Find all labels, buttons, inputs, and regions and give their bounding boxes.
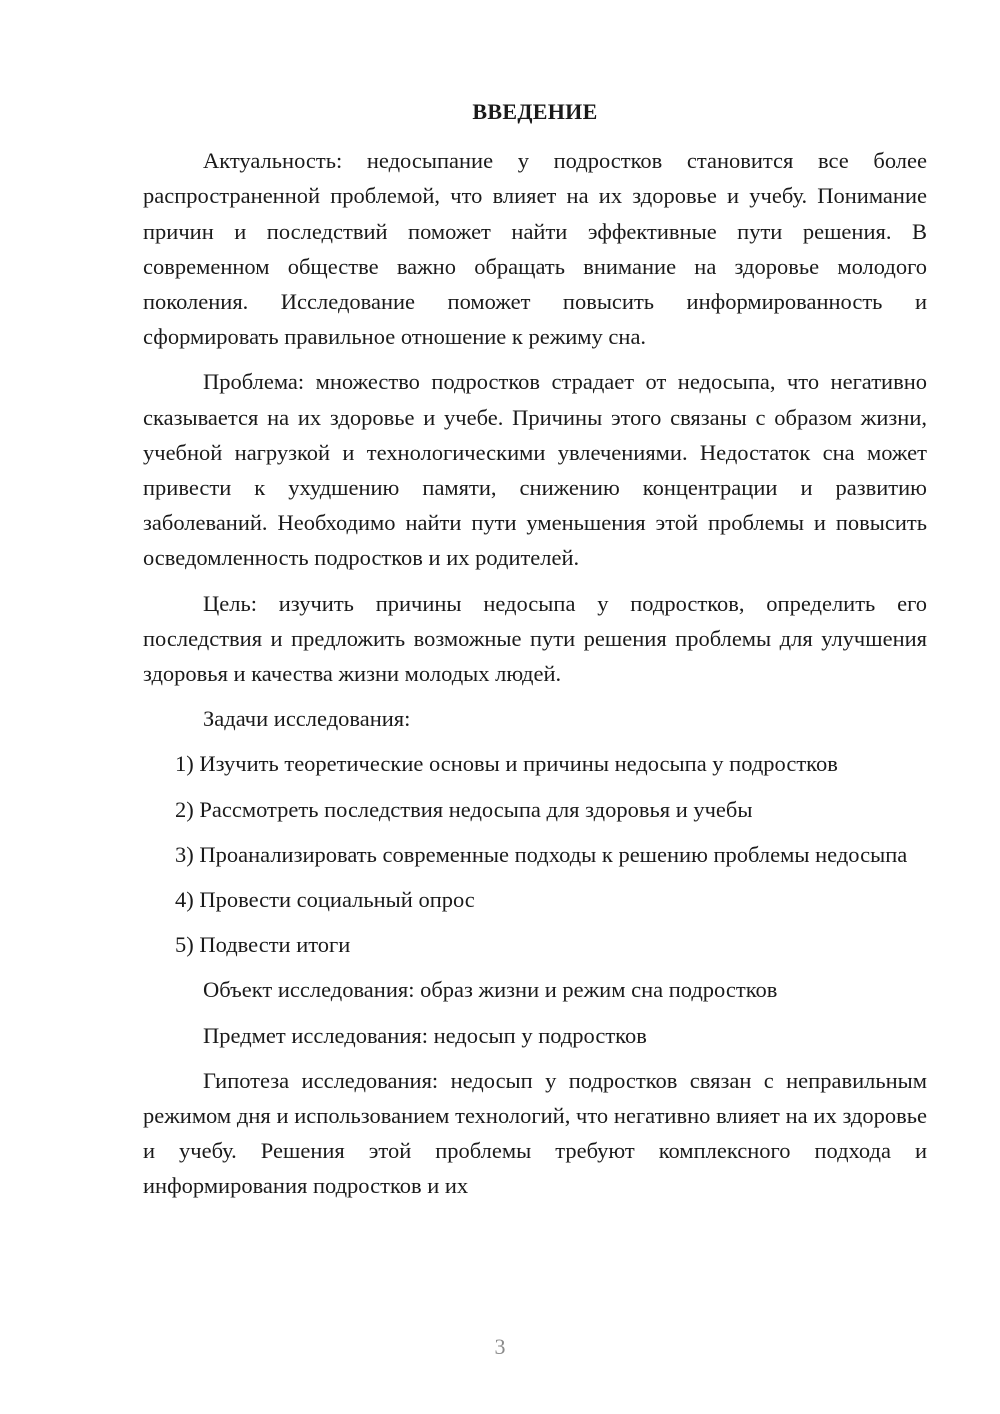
page-number: 3 <box>494 1334 506 1359</box>
tasks-heading: Задачи исследования: <box>203 706 411 732</box>
task-item-5: 5) Подвести итоги <box>175 932 351 958</box>
task-item-2: 2) Рассмотреть последствия недосыпа для здоровья и учебы <box>175 796 753 822</box>
section-title: ВВЕДЕНИЕ <box>472 99 598 124</box>
task-item-4: 4) Провести социальный опрос <box>175 887 475 913</box>
research-subject: Предмет исследования: недосып у подростков <box>203 1022 647 1048</box>
page-content <box>143 94 927 1214</box>
paragraph-goal: Цель: изучить причины недосыпа у подростков, определить его последствия и предложить возможные пути решения проблемы для улучшения здоровья и качества жизни молодых людей. <box>143 590 927 687</box>
paragraph-relevance: Актуальность: недосыпание у подростков становится все более распространенной проблемой, что влияет на их здоровье и учебу. Понимание причин и последствий поможет найти эффективные пути решения. В современном обществе важно обращать внимание на здоровье молодого поколения. Исследование поможет повысить информированность и сформировать правильное отношение к режиму сна. <box>143 148 927 350</box>
research-object: Объект исследования: образ жизни и режим сна подростков <box>203 977 778 1003</box>
task-item-1: 1) Изучить теоретические основы и причины недосыпа у подростков <box>175 751 838 777</box>
task-item-3: 3) Проанализировать современные подходы к решению проблемы недосыпа <box>175 841 908 867</box>
research-hypothesis: Гипотеза исследования: недосып у подростков связан с неправильным режимом дня и использованием технологий, что негативно влияет на их здоровье и учебу. Решения этой проблемы требуют комплексного подхода и информирования подростков и их <box>143 1067 927 1199</box>
paragraph-problem: Проблема: множество подростков страдает от недосыпа, что негативно сказывается на их здоровье и учебе. Причины этого связаны с образом жизни, учебной нагрузкой и технологическими увлечениями. Недостаток сна может привести к ухудшению памяти, снижению концентрации и развитию заболеваний. Необходимо найти пути уменьшения этой проблемы и повысить осведомленность подростков и их родителей. <box>143 369 927 571</box>
